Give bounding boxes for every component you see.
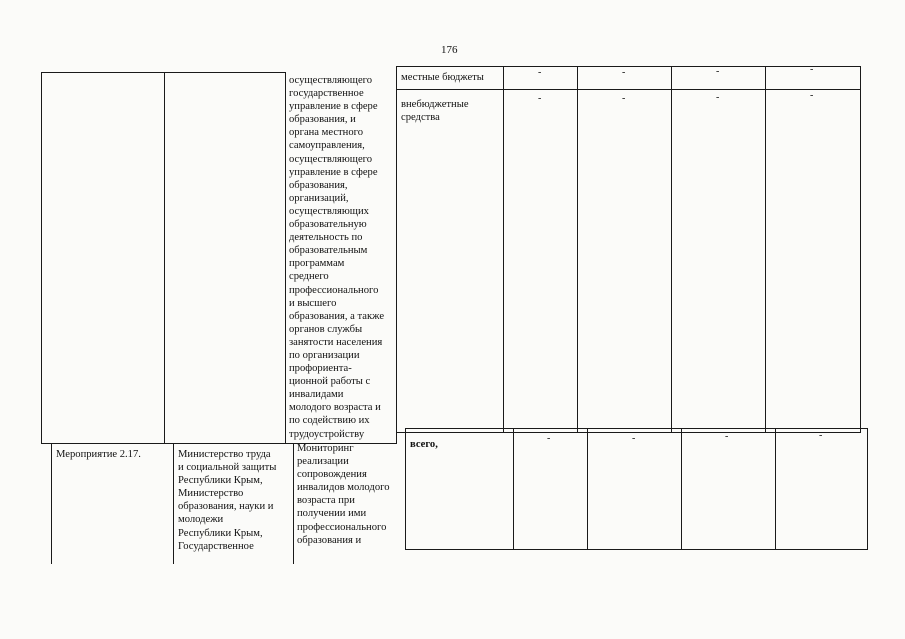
value-cell: - [810, 90, 814, 101]
funding-source-extrabudget: внебюджетные средства [401, 99, 469, 124]
table-border [860, 66, 861, 433]
funding-source-total: всего, [410, 439, 438, 450]
value-cell: - [622, 93, 626, 104]
table-border [577, 66, 578, 433]
value-cell: - [725, 431, 729, 442]
value-cell: - [810, 64, 814, 75]
value-cell: - [716, 92, 720, 103]
table-border [173, 444, 174, 564]
table-border [51, 444, 52, 564]
page-number: 176 [441, 44, 458, 56]
table-border [293, 444, 294, 564]
table-border [164, 72, 165, 444]
table-border [513, 428, 514, 550]
table-border [396, 89, 861, 90]
table-border [405, 549, 868, 550]
value-cell: - [622, 67, 626, 78]
table-border [41, 72, 42, 444]
table-border [405, 428, 868, 429]
table-border [775, 428, 776, 550]
value-cell: - [716, 66, 720, 77]
value-cell: - [632, 433, 636, 444]
table-border [671, 66, 672, 433]
value-cell: - [538, 93, 542, 104]
lower-description-cell: Мониторинг реализации сопровождения инвалидов молодого возраста при получении ими профессионального образования и [297, 443, 390, 546]
table-border [396, 66, 397, 444]
value-cell: - [819, 430, 823, 441]
table-border [41, 72, 285, 73]
table-border [681, 428, 682, 550]
table-border [765, 66, 766, 433]
value-cell: - [547, 433, 551, 444]
table-border [396, 66, 861, 67]
funding-source-local: местные бюджеты [401, 72, 484, 83]
table-border [503, 66, 504, 433]
table-border [867, 428, 868, 550]
executors-cell: Министерство труда и социальной защиты Республики Крым, Министерство образования, науки и молодежи Республики Крым, Государственное [178, 449, 277, 552]
table-border [285, 72, 286, 444]
event-number-cell: Мероприятие 2.17. [56, 449, 141, 460]
table-border [396, 432, 861, 433]
table-border [405, 428, 406, 550]
upper-description-cell: осуществляющего государственное управление в сфере образования, и органа местного самоуправления, осуществляющего управление в сфере образования, организаций, осуществляющих образовательную деятельность по образовательным программам среднего профессионального и высшего образования, а также органов службы занятости населения по организации профориента- ционной работы с инвалидами молодого возраста и по содействию их трудоустройству [289, 75, 385, 440]
value-cell: - [538, 67, 542, 78]
table-border [587, 428, 588, 550]
